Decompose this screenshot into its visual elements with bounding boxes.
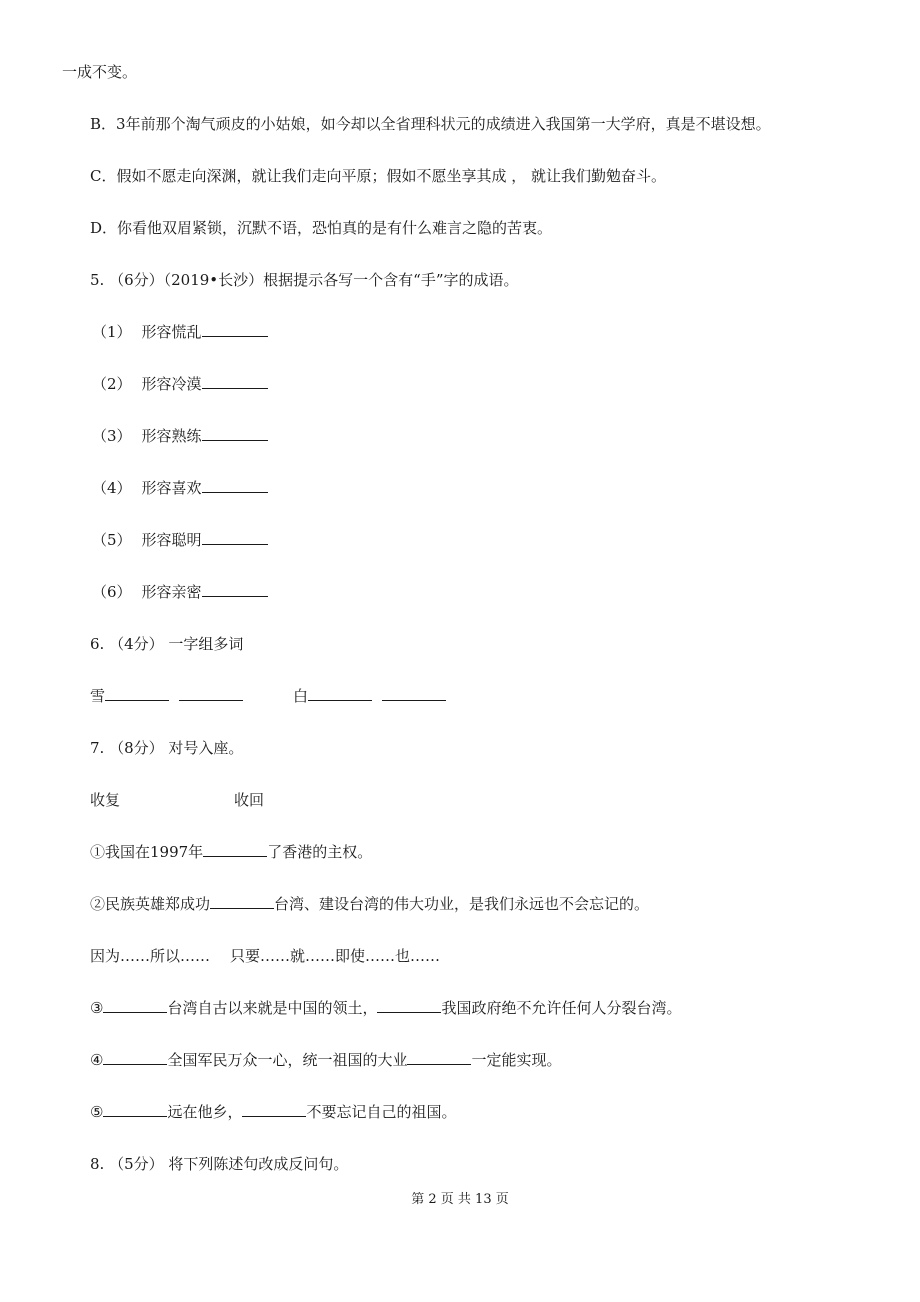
q5-item-number: （3）	[92, 427, 132, 445]
option-c: C．假如不愿走向深渊，就让我们走向平原；假如不愿坐享其成 ， 就让我们勤勉奋斗。	[90, 167, 667, 185]
option-a-continuation: 一成不变。	[62, 63, 138, 81]
sentence-text: ②民族英雄郑成功	[90, 895, 211, 913]
sentence-text: 全国军民万众一心，统一祖国的大业	[167, 1051, 408, 1069]
answer-blank[interactable]	[407, 1050, 471, 1065]
q7-sentence-4	[90, 1050, 561, 1070]
sentence-text: 远在他乡，	[167, 1103, 243, 1121]
q7-word-2: 收回	[234, 791, 265, 809]
answer-blank[interactable]	[377, 998, 441, 1013]
q6-char-2: 白	[293, 687, 309, 705]
q7-sentence-2	[90, 894, 649, 914]
q5-item-prompt: 形容熟练	[141, 427, 202, 445]
q5-item-prompt: 形容慌乱	[141, 323, 202, 341]
q7-word-1: 收复	[90, 791, 121, 809]
answer-blank[interactable]	[202, 530, 268, 545]
q5-item	[92, 478, 268, 498]
q6-char-1: 雪	[90, 687, 106, 705]
q5-item	[92, 374, 268, 394]
sentence-text: 台湾自古以来就是中国的领土，	[167, 999, 378, 1017]
q5-item-number: （1）	[92, 323, 132, 341]
answer-blank[interactable]	[103, 1102, 167, 1117]
option-d: D．你看他双眉紧锁，沉默不语，恐怕真的是有什么难言之隐的苦衷。	[90, 219, 553, 237]
q7-sentence-3	[90, 998, 681, 1018]
answer-blank[interactable]	[179, 686, 243, 701]
q5-item-number: （5）	[92, 531, 132, 549]
answer-blank[interactable]	[382, 686, 446, 701]
q5-item	[92, 426, 268, 446]
answer-blank[interactable]	[210, 894, 274, 909]
sentence-text: 不要忘记自己的祖国。	[306, 1103, 457, 1121]
sentence-text: 我国政府绝不允许任何人分裂台湾。	[441, 999, 682, 1017]
q5-item-prompt: 形容喜欢	[141, 479, 202, 497]
sentence-text: 一定能实现。	[471, 1051, 562, 1069]
answer-blank[interactable]	[103, 1050, 167, 1065]
question-6-header: 6. （4分） 一字组多词	[90, 635, 244, 653]
sentence-text: ⑤	[90, 1103, 104, 1121]
answer-blank[interactable]	[202, 374, 268, 389]
sentence-text: ④	[90, 1051, 104, 1069]
q5-item-number: （4）	[92, 479, 132, 497]
answer-blank[interactable]	[202, 478, 268, 493]
q5-item-number: （6）	[92, 583, 132, 601]
question-5-header: 5. （6分）（2019•长沙）根据提示各写一个含有“手”字的成语。	[90, 271, 519, 289]
q7-word-bank	[90, 790, 264, 810]
sentence-text: 台湾、建设台湾的伟大功业，是我们永远也不会忘记的。	[274, 895, 650, 913]
sentence-text: ③	[90, 999, 104, 1017]
q5-item	[92, 322, 268, 342]
q5-item-number: （2）	[92, 375, 132, 393]
answer-blank[interactable]	[103, 998, 167, 1013]
question-7-header: 7. （8分） 对号入座。	[90, 739, 244, 757]
option-b: B．3年前那个淘气顽皮的小姑娘，如今却以全省理科状元的成绩进入我国第一大学府，真是不堪设想。	[90, 115, 771, 133]
q5-item-prompt: 形容聪明	[141, 531, 202, 549]
sentence-text: 了香港的主权。	[267, 843, 373, 861]
q6-word-row	[90, 686, 446, 706]
page-number-footer: 第 2 页 共 13 页	[411, 1192, 509, 1207]
q7-sentence-5	[90, 1102, 456, 1122]
answer-blank[interactable]	[308, 686, 372, 701]
q7-conjunction-2: 只要……就……即使……也……	[230, 947, 441, 965]
sentence-text: ①我国在1997年	[90, 843, 204, 861]
answer-blank[interactable]	[202, 426, 268, 441]
question-8-header: 8. （5分） 将下列陈述句改成反问句。	[90, 1155, 349, 1173]
answer-blank[interactable]	[242, 1102, 306, 1117]
answer-blank[interactable]	[202, 582, 268, 597]
answer-blank[interactable]	[105, 686, 169, 701]
q7-conjunction-1: 因为……所以……	[90, 947, 211, 965]
q5-item-prompt: 形容亲密	[141, 583, 202, 601]
answer-blank[interactable]	[203, 842, 267, 857]
answer-blank[interactable]	[202, 322, 268, 337]
q5-item-prompt: 形容冷漠	[141, 375, 202, 393]
q5-item	[92, 582, 268, 602]
q5-item	[92, 530, 268, 550]
q7-sentence-1	[90, 842, 372, 862]
q7-conjunction-bank	[90, 946, 440, 966]
